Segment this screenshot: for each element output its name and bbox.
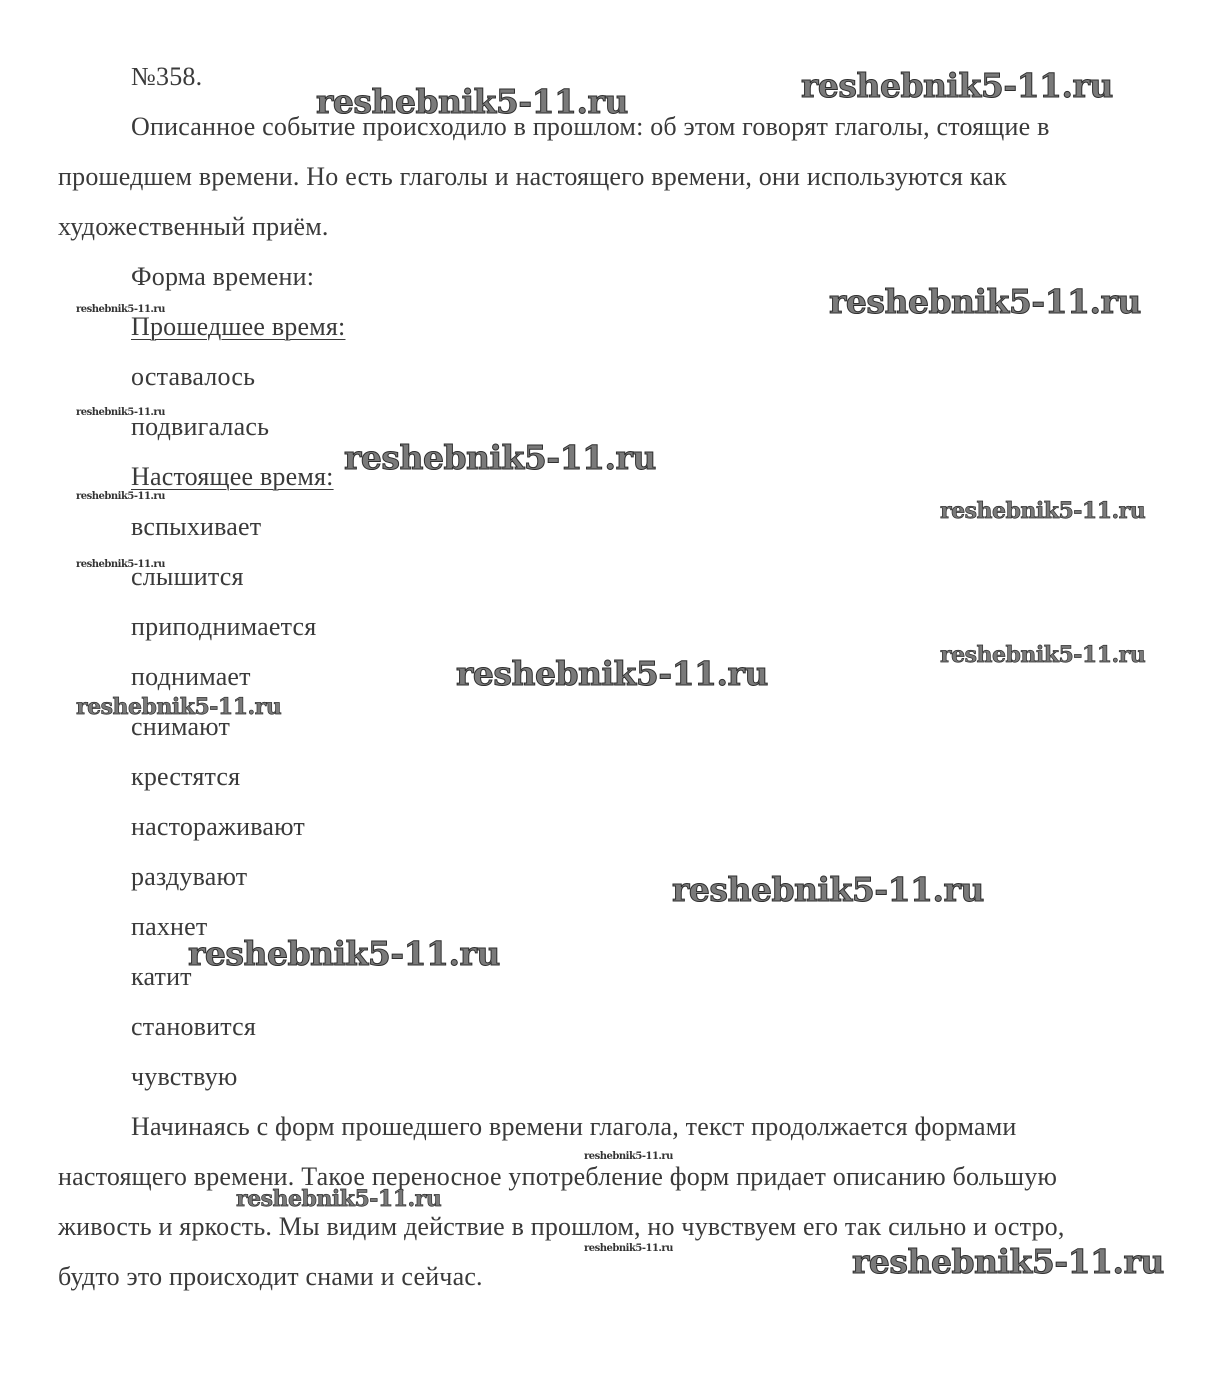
watermark: reshebnik5-11.ru [829, 282, 1141, 321]
past-verb: подвигалась [131, 412, 270, 441]
form-heading: Форма времени: [131, 262, 315, 291]
intro-line-2: прошедшем времени. Но есть глаголы и настоящего времени, они используются как [58, 162, 1007, 191]
conclusion-line-2: настоящего времени. Такое переносное употребление форм придает описанию большую [58, 1162, 1058, 1191]
conclusion-line-1: Начинаясь с форм прошедшего времени глагола, текст продолжается формами [131, 1112, 1017, 1141]
watermark: reshebnik5-11.ru [236, 1186, 442, 1212]
task-number: №358. [131, 62, 203, 91]
watermark: reshebnik5-11.ru [456, 654, 768, 693]
watermark: reshebnik5-11.ru [584, 1151, 673, 1162]
present-verb: снимают [131, 712, 231, 741]
conclusion-line-3: живость и яркость. Мы видим действие в прошлом, но чувствуем его так сильно и остро, [58, 1212, 1065, 1241]
watermark: reshebnik5-11.ru [801, 66, 1113, 105]
watermark: reshebnik5-11.ru [76, 491, 165, 502]
watermark: reshebnik5-11.ru [344, 438, 656, 477]
present-verb: пахнет [131, 912, 208, 941]
present-verb: настораживают [131, 812, 305, 841]
present-verb: становится [131, 1012, 257, 1041]
present-verb: поднимает [131, 662, 251, 691]
past-verb: оставалось [131, 362, 256, 391]
watermark: reshebnik5-11.ru [940, 498, 1146, 524]
present-verb: раздувают [131, 862, 248, 891]
watermark: reshebnik5-11.ru [672, 870, 984, 909]
present-verb: катит [131, 962, 192, 991]
watermark: reshebnik5-11.ru [76, 694, 282, 720]
watermark: reshebnik5-11.ru [940, 642, 1146, 668]
present-verb: приподнимается [131, 612, 317, 641]
watermark: reshebnik5-11.ru [852, 1242, 1164, 1281]
conclusion-line-4: будто это происходит снами и сейчас. [58, 1262, 483, 1291]
intro-line-3: художественный приём. [58, 212, 329, 241]
watermark: reshebnik5-11.ru [76, 304, 165, 315]
present-verb: вспыхивает [131, 512, 262, 541]
watermark: reshebnik5-11.ru [188, 934, 500, 973]
present-heading: Настоящее время: [131, 462, 334, 491]
watermark: reshebnik5-11.ru [584, 1243, 673, 1254]
watermark: reshebnik5-11.ru [316, 82, 628, 121]
intro-line-1: Описанное событие происходило в прошлом: об этом говорят глаголы, стоящие в [131, 112, 1050, 141]
present-verb: слышится [131, 562, 244, 591]
present-verb: чувствую [131, 1062, 238, 1091]
past-heading: Прошедшее время: [131, 312, 346, 341]
watermark: reshebnik5-11.ru [76, 559, 165, 570]
present-verb: крестятся [131, 762, 241, 791]
watermark: reshebnik5-11.ru [76, 407, 165, 418]
